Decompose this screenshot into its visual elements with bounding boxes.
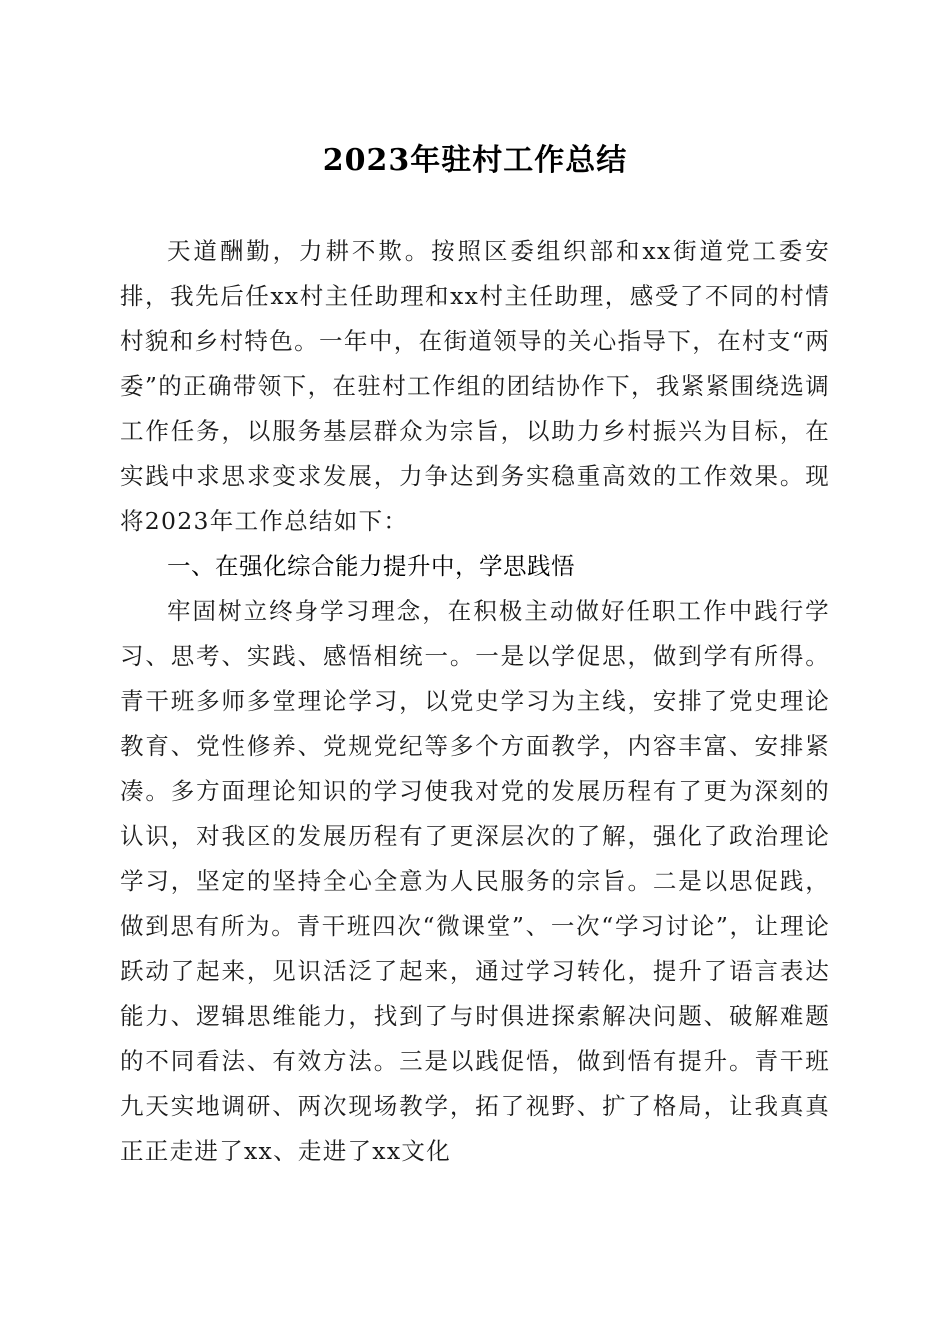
- document-body: [120, 229, 830, 1174]
- document-title: 2023年驻村工作总结: [322, 143, 628, 178]
- section-paragraph: 牢固树立终身学习理念，在积极主动做好任职工作中践行学习、思考、实践、感悟相统一。一是以学促思，做到学有所得。青干班多师多堂理论学习，以党史学习为主线，安排了党史理论教育、党性修养、党规党纪等多个方面教学，内容丰富、安排紧凑。多方面理论知识的学习使我对党的发展历程有了更为深刻的认识，对我区的发展历程有了更深层次的了解，强化了政治理论学习，坚定的坚持全心全意为人民服务的宗旨。二是以思促践，做到思有所为。青干班四次“微课堂”、一次“学习讨论”，让理论跃动了起来，见识活泛了起来，通过学习转化，提升了语言表达能力、逻辑思维能力，找到了与时俱进探索解决问题、破解难题的不同看法、有效方法。三是以践促悟，做到悟有提升。青干班九天实地调研、两次现场教学，拓了视野、扩了格局，让我真真正正走进了xx、走进了xx文化: [120, 597, 830, 1165]
- intro-paragraph: 天道酬勤，力耕不欺。按照区委组织部和xx街道党工委安排，我先后任xx村主任助理和xx村主任助理，感受了不同的村情村貌和乡村特色。一年中，在街道领导的关心指导下，在村支“两委”的正确带领下，在驻村工作组的团结协作下，我紧紧围绕选调工作任务，以服务基层群众为宗旨，以助力乡村振兴为目标，在实践中求思求变求发展，力争达到务实稳重高效的工作效果。现将2023年工作总结如下：: [120, 237, 830, 535]
- section-heading: 一、在强化综合能力提升中，学思践悟: [167, 552, 575, 580]
